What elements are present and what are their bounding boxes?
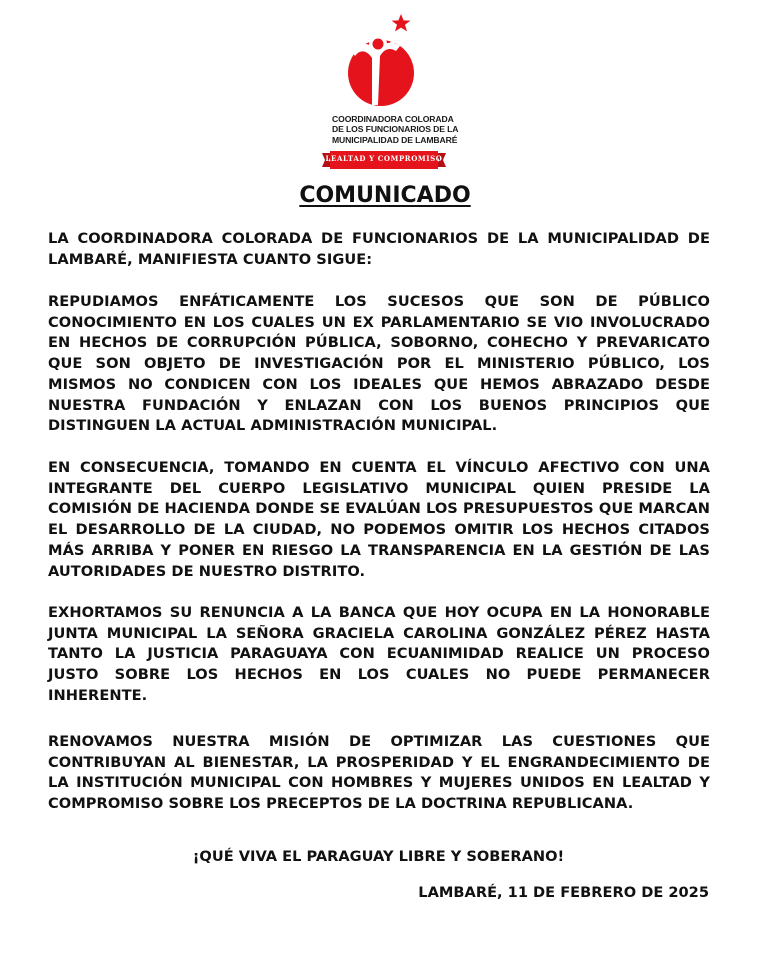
motto-text: LEALTAD Y COMPROMISO: [325, 154, 443, 163]
org-name-line-3: MUNICIPALIDAD DE LAMBARÉ: [332, 134, 458, 145]
paragraph-renewal: RENOVAMOS NUESTRA MISIÓN DE OPTIMIZAR LAS CUESTIONES QUE CONTRIBUYAN AL BIENESTAR, LA PROSPERIDAD Y EL ENGRANDECIMIENTO DE LA INSTITUCIÓN MUNICIPAL CON HOMBRES Y MUJERES UNIDOS EN LEALTAD Y COMPROMISO SOBRE LOS PRECEPTOS DE LA DOCTRINA REPUBLICANA.: [48, 733, 710, 813]
org-name-line-2: DE LOS FUNCIONARIOS DE LA: [332, 124, 459, 135]
header-logo-block: [0, 10, 770, 175]
paragraph-exhortation: EXHORTAMOS SU RENUNCIA A LA BANCA QUE HOY OCUPA EN LA HONORABLE JUNTA MUNICIPAL LA SEÑORA GRACIELA CAROLINA GONZÁLEZ PÉREZ HASTA TANTO LA JUSTICIA PARAGUAYA CON ECUANIMIDAD REALICE UN PROCESO JUSTO SOBRE LOS HECHOS EN LOS CUALES NO PUEDE PERMANECER INHERENTE.: [48, 604, 710, 704]
closing-slogan: ¡QUÉ VIVA EL PARAGUAY LIBRE Y SOBERANO!: [192, 848, 565, 865]
organization-name: [332, 114, 482, 145]
paragraph-intro: LA COORDINADORA COLORADA DE FUNCIONARIOS DE LA MUNICIPALIDAD DE LAMBARÉ, MANIFIESTA CUANTO SIGUE:: [48, 230, 710, 268]
paragraph-repudiation: REPUDIAMOS ENFÁTICAMENTE LOS SUCESOS QUE SON DE PÚBLICO CONOCIMIENTO EN LOS CUALES UN EX PARLAMENTARIO SE VIO INVOLUCRADO EN HECHOS DE CORRUPCIÓN PÚBLICA, SOBORNO, COHECHO Y PREVARICATO QUE SON OBJETO DE INVESTIGACIÓN POR EL MINISTERIO PÚBLICO, LOS MISMOS NO CONDICEN CON LOS IDEALES QUE HEMOS ABRAZADO DESDE NUESTRA FUNDACIÓN Y ENLAZAN CON LOS BUENOS PRINCIPIOS QUE DISTINGUEN LA ACTUAL ADMINISTRACIÓN MUNICIPAL.: [48, 293, 710, 435]
org-name-line-1: COORDINADORA COLORADA: [332, 114, 454, 124]
paragraph-consequence: EN CONSECUENCIA, TOMANDO EN CUENTA EL VÍNCULO AFECTIVO CON UNA INTEGRANTE DEL CUERPO LEGISLATIVO MUNICIPAL QUIEN PRESIDE LA COMISIÓN DE HACIENDA DONDE SE EVALÚAN LOS PRESUPUESTOS QUE MARCAN EL DESARROLLO DE LA CIUDAD, NO PODEMOS OMITIR LOS HECHOS CITADOS MÁS ARRIBA Y PONER EN RIESGO LA TRANSPARENCIA EN LA GESTIÓN DE LAS AUTORIDADES DE NUESTRO DISTRITO.: [48, 459, 710, 580]
dateline: LAMBARÉ, 11 DE FEBRERO DE 2025: [418, 884, 709, 901]
party-emblem-icon: [330, 10, 420, 110]
page-title: COMUNICADO: [299, 183, 471, 208]
